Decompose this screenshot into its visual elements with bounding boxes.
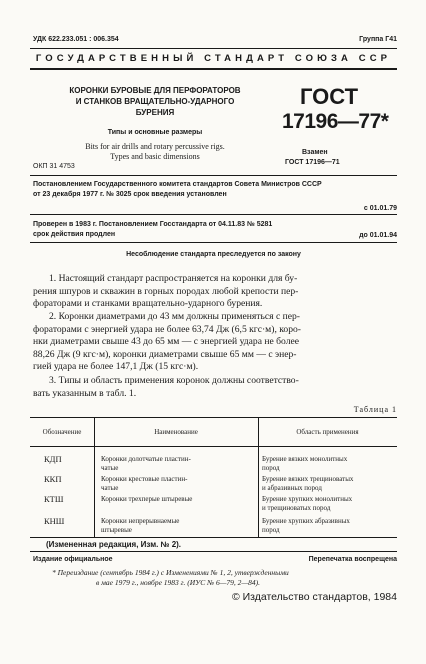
title-subtitle: Типы и основные размеры	[107, 129, 203, 136]
p3-line1: 3. Типы и область применения коронок должны соответство-	[49, 375, 299, 386]
gost-number: 17196—77*	[282, 110, 389, 133]
table-header-name: Наименование	[154, 428, 198, 436]
row2-code: ККП	[44, 474, 62, 484]
effective-date: с 01.01.79	[363, 205, 397, 212]
title-en-line1: Bits for air drills and rotary percussive rigs.	[85, 142, 225, 151]
p3-line2: вать указанным в табл. 1.	[33, 387, 137, 399]
row1-area-l2: пород	[262, 464, 280, 472]
row1-area-l1: Бурение вязких монолитных	[262, 455, 348, 463]
p2-line5: гией удара не более 147,1 Дж (15 кгс·м).	[33, 361, 199, 373]
row4-area-l2: пород	[262, 526, 280, 534]
copyright: © Издательство стандартов, 1984	[231, 591, 397, 603]
p2-line1: 2. Коронки диаметрами до 43 мм должны применяться с пер-	[49, 311, 300, 322]
validity-until: до 01.01.94	[359, 232, 397, 239]
footnote-line2: в мае 1979 г., ноябре 1983 г. (ИУС № 6—79, 2—84).	[96, 578, 260, 587]
row4-code: КНШ	[44, 516, 65, 526]
row2-name-l1: Коронки крестовые пластин-	[101, 475, 188, 483]
group-code: Группа Г41	[359, 36, 397, 43]
table-rule-bottom	[30, 537, 397, 538]
paragraph-1	[33, 273, 397, 311]
decree-rule-mid	[30, 214, 397, 215]
revision-note: (Измененная редакция, Изм. № 2).	[46, 540, 182, 549]
paragraph-2	[33, 311, 397, 374]
p1-line3: фораторами и станками вращательно-ударного бурения.	[33, 298, 263, 310]
p2-line3: нки диаметрами свыше 43 до 65 мм — с энергией удара не более	[33, 336, 300, 348]
replaces-label: Взамен	[302, 149, 328, 156]
title-ru-line2: И СТАНКОВ ВРАЩАТЕЛЬНО-УДАРНОГО	[75, 97, 235, 106]
check-line2: срок действия продлен	[33, 231, 116, 238]
reprint-prohibited: Перепечатка воспрещена	[308, 556, 397, 563]
decree-line2: от 23 декабря 1977 г. № 3025 срок введения установлен	[33, 191, 227, 198]
legal-warning: Несоблюдение стандарта преследуется по закону	[126, 251, 301, 258]
row3-area-l1: Бурение хрупких монолитных	[262, 495, 353, 503]
p2-line4: 88,26 Дж (9 кгс·м), коронки диаметрами свыше 65 мм — с энер-	[33, 348, 297, 360]
header-rule-top	[30, 48, 397, 49]
state-standard-title: ГОСУДАРСТВЕННЫЙ СТАНДАРТ СОЮЗА ССР	[35, 53, 392, 64]
check-line1: Проверен в 1983 г. Постановлением Госстандарта от 04.11.83 № 5281	[33, 221, 273, 228]
table-rule-top	[30, 417, 397, 418]
decree-rule-bottom	[30, 242, 397, 243]
header-rule-bottom	[30, 68, 397, 70]
table-rule-header	[30, 446, 397, 447]
row2-area-l1: Бурение вязких трещиноватых	[262, 475, 354, 483]
replaces-standard: ГОСТ 17196—71	[285, 159, 340, 166]
decree-line1: Постановлением Государственного комитета стандартов Совета Министров СССР	[33, 181, 322, 188]
table-col-divider-2	[258, 417, 259, 537]
footer-rule	[30, 551, 397, 552]
title-ru-line1: КОРОНКИ БУРОВЫЕ ДЛЯ ПЕРФОРАТОРОВ	[69, 86, 241, 95]
row3-area-l2: и трещиноватых пород	[262, 504, 331, 512]
decree-rule-top	[30, 175, 397, 176]
row4-area-l1: Бурение хрупких абразивных	[262, 517, 350, 525]
row1-name-l2: чатые	[101, 464, 119, 472]
table-caption: Таблица 1	[353, 405, 397, 414]
gost-label: ГОСТ	[300, 84, 359, 109]
row2-name-l2: чатые	[101, 484, 119, 492]
table-header-code: Обозначение	[42, 428, 82, 436]
row4-name-l1: Коронки непрерывнаемые	[101, 517, 180, 525]
footnote-line1: * Переиздание (сентябрь 1984 г.) с Изменениями № 1, 2, утвержденными	[52, 568, 289, 577]
table-header-area: Область применения	[296, 428, 359, 436]
row3-code: КТШ	[44, 494, 64, 504]
table-col-divider-1	[94, 417, 95, 537]
title-ru-line3: БУРЕНИЯ	[135, 108, 175, 117]
udk-code: УДК 622.233.051 : 006.354	[33, 36, 119, 43]
title-en-line2: Types and basic dimensions	[110, 152, 200, 161]
paragraph-3	[33, 375, 397, 400]
row1-name-l1: Коронки долотчатые пластин-	[101, 455, 191, 463]
p1-line1: 1. Настоящий стандарт распространяется на коронки для бу-	[49, 273, 298, 284]
p1-line2: рения шпуров и скважин в горных породах любой крепости пер-	[33, 285, 299, 297]
row3-name-l1: Коронки трехперые штыревые	[101, 495, 193, 503]
row2-area-l2: и абразивных пород	[262, 484, 322, 492]
p2-line2: фораторами с энергией удара не более 63,74 Дж (6,5 кгс·м), коро-	[33, 323, 302, 335]
official-edition: Издание официальное	[33, 556, 113, 563]
okp-code: ОКП 31 4753	[33, 163, 75, 170]
row1-code: КДП	[44, 454, 62, 464]
row4-name-l2: штыревые	[101, 526, 132, 534]
